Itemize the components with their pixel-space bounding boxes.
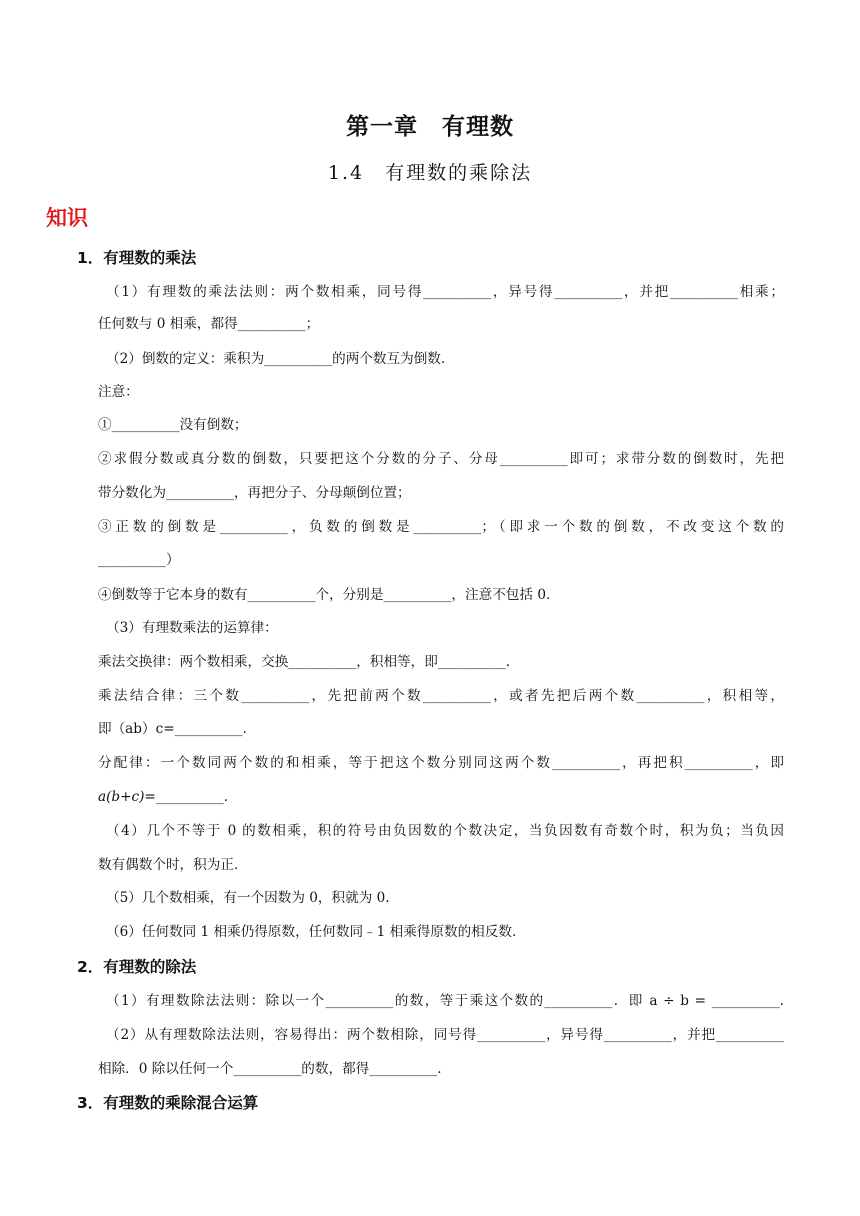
text-line: ③正数的倒数是__________，负数的倒数是__________；（即求一个数的倒数，不改变这个数的 <box>98 519 784 535</box>
text-line: a(b+c)=__________. <box>98 789 229 805</box>
text-line: 乘法结合律：三个数__________，先把前两个数__________，或者先把后两个数__________，积相等， <box>98 688 784 704</box>
text-line: ④倒数等于它本身的数有__________个，分别是__________，注意不包括 0. <box>98 587 551 603</box>
text-line: 分配律：一个数同两个数的和相乘，等于把这个数分别同这两个数__________，再把积__________，即 <box>98 755 784 771</box>
text-line: 带分数化为__________，再把分子、分母颠倒位置； <box>98 485 411 501</box>
text-line: 数有偶数个时，积为正. <box>98 857 239 873</box>
text-line: ②求假分数或真分数的倒数，只要把这个分数的分子、分母__________即可；求带分数的倒数时，先把 <box>98 451 784 467</box>
text-line: （1）有理数除法法则：除以一个__________的数，等于乘这个数的__________．即 a ÷ b = __________. <box>106 993 784 1009</box>
heading-multiplication: 1．有理数的乘法 <box>77 249 197 267</box>
text-line: 注意： <box>98 384 139 400</box>
text-line: （1）有理数的乘法法则：两个数相乘，同号得__________，异号得__________，并把__________相乘； <box>106 284 784 300</box>
text-line: 任何数与 0 相乘，都得__________； <box>98 316 320 332</box>
text-line: ①__________没有倒数； <box>98 417 248 433</box>
text-line: （5）几个数相乘，有一个因数为 0，积就为 0. <box>106 890 390 906</box>
text-line: （3）有理数乘法的运算律： <box>106 620 278 636</box>
section-title: 1.4 有理数的乘除法 <box>327 162 533 184</box>
chapter-title: 第一章 有理数 <box>346 114 514 140</box>
text-line: （2）从有理数除法法则，容易得出：两个数相除，同号得__________，异号得__________，并把__________ <box>106 1027 784 1043</box>
text-line: 相除．0 除以任何一个__________的数，都得__________. <box>98 1061 442 1077</box>
knowledge-label: 知识 <box>46 206 88 230</box>
text-line: 即（ab）c=__________. <box>98 721 247 737</box>
text-line: （2）倒数的定义：乘积为__________的两个数互为倒数. <box>106 351 446 367</box>
heading-mixed-operations: 3．有理数的乘除混合运算 <box>77 1094 259 1112</box>
text-line: 乘法交换律：两个数相乘，交换__________，积相等，即__________. <box>98 654 511 670</box>
text-line: （4）几个不等于 0 的数相乘，积的符号由负因数的个数决定，当负因数有奇数个时，积为负；当负因 <box>106 823 784 839</box>
heading-division: 2．有理数的除法 <box>77 958 197 976</box>
text-line: __________） <box>98 552 180 568</box>
text-line: （6）任何数同 1 相乘仍得原数，任何数同﹣1 相乘得原数的相反数. <box>106 924 517 940</box>
